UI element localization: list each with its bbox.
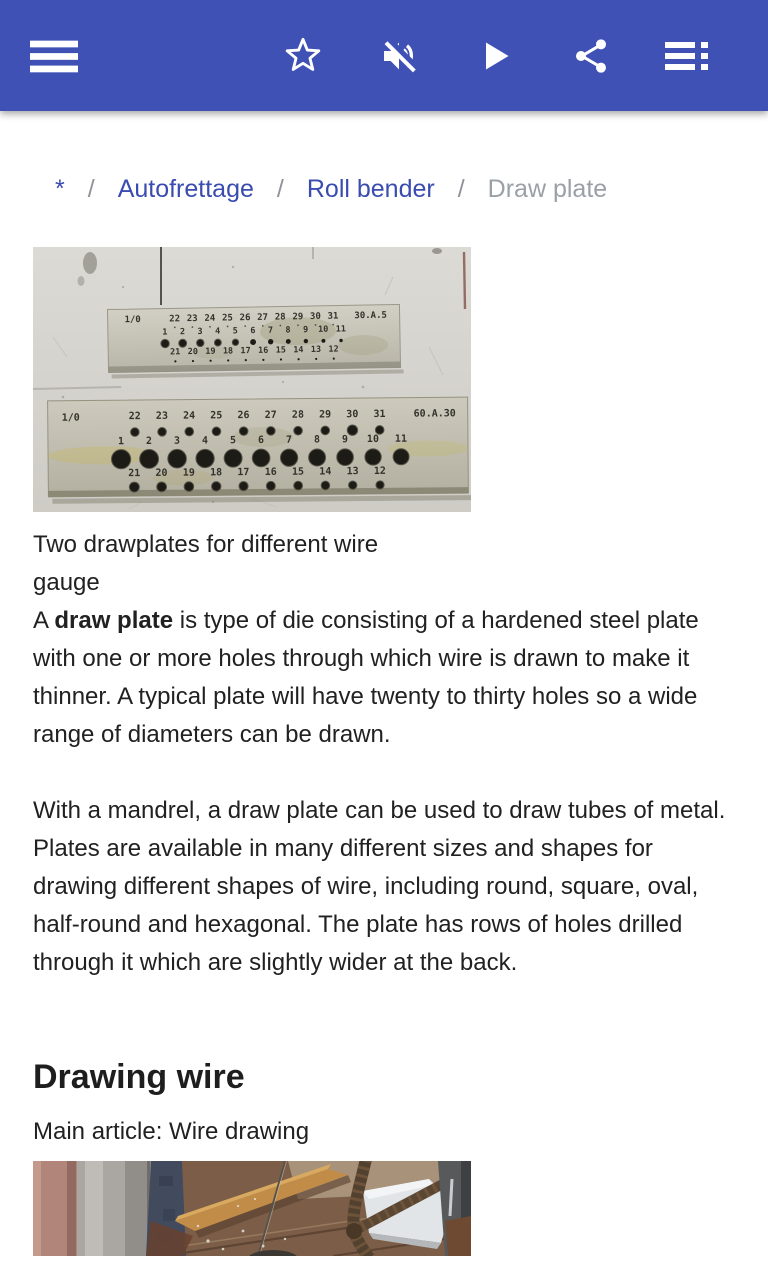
svg-text:29: 29 <box>292 312 304 323</box>
breadcrumb-item-autofrettage[interactable]: Autofrettage <box>117 175 254 203</box>
svg-text:4: 4 <box>201 435 209 447</box>
share-icon <box>571 36 611 76</box>
svg-text:2: 2 <box>179 327 186 338</box>
svg-text:27: 27 <box>257 312 269 323</box>
svg-text:17: 17 <box>237 467 250 479</box>
svg-text:18: 18 <box>210 467 223 479</box>
svg-text:10: 10 <box>366 433 380 446</box>
svg-text:26: 26 <box>239 313 251 324</box>
svg-text:22: 22 <box>128 411 141 423</box>
svg-text:5: 5 <box>232 326 238 337</box>
svg-text:12: 12 <box>373 465 386 477</box>
svg-text:14: 14 <box>293 345 304 356</box>
app-bar <box>0 0 768 111</box>
volume-off-icon <box>379 36 419 76</box>
term-draw-plate: draw plate <box>54 607 174 634</box>
svg-text:10: 10 <box>318 324 329 335</box>
svg-text:60.A.30: 60.A.30 <box>413 408 456 420</box>
svg-text:16: 16 <box>258 345 269 356</box>
svg-text:16: 16 <box>264 466 277 478</box>
svg-text:8: 8 <box>285 325 291 336</box>
favorite-button[interactable] <box>279 32 327 80</box>
svg-text:9: 9 <box>303 325 309 336</box>
svg-text:1/0: 1/0 <box>124 314 141 326</box>
svg-text:24: 24 <box>183 410 196 422</box>
svg-text:7: 7 <box>285 434 293 446</box>
svg-text:23: 23 <box>155 410 168 422</box>
svg-text:6: 6 <box>250 325 256 337</box>
svg-text:21: 21 <box>128 468 141 480</box>
svg-text:1/0: 1/0 <box>61 412 80 424</box>
svg-text:22: 22 <box>169 314 181 325</box>
svg-text:8: 8 <box>313 434 321 446</box>
svg-text:2: 2 <box>145 435 153 447</box>
svg-text:3: 3 <box>173 435 181 447</box>
svg-text:1: 1 <box>162 327 168 338</box>
svg-text:12: 12 <box>328 344 339 355</box>
svg-text:11: 11 <box>394 433 408 445</box>
svg-text:3: 3 <box>197 326 203 337</box>
svg-text:20: 20 <box>187 346 199 358</box>
breadcrumb-current-page: Draw plate <box>487 175 608 203</box>
drawplates-photo[interactable] <box>33 247 471 512</box>
breadcrumb-separator: / <box>276 175 284 203</box>
svg-text:13: 13 <box>346 466 359 478</box>
breadcrumb-separator: / <box>87 175 95 203</box>
svg-text:31: 31 <box>373 408 386 420</box>
svg-text:9: 9 <box>341 434 349 446</box>
breadcrumb <box>55 175 748 204</box>
svg-text:20: 20 <box>155 467 168 479</box>
image-caption: Two drawplates for different wire gauge <box>33 531 379 596</box>
svg-text:31: 31 <box>327 311 339 322</box>
svg-text:27: 27 <box>264 409 277 421</box>
svg-text:1: 1 <box>117 436 125 448</box>
paragraph-definition: A draw plate is type of die consisting of a hardened steel plate with one or more holes through which wire is drawn to make it thinner. A typical plate will have twenty to thirty holes so a wide range of diameters can be drawn. <box>33 607 699 748</box>
svg-text:28: 28 <box>291 409 304 421</box>
svg-text:24: 24 <box>204 313 216 324</box>
breadcrumb-item-roll-bender[interactable]: Roll bender <box>306 175 435 203</box>
svg-text:13: 13 <box>310 344 322 356</box>
bottom-drawplate <box>48 397 471 504</box>
section-heading: Drawing wire <box>33 1058 245 1096</box>
menu-icon <box>30 38 78 74</box>
share-button[interactable] <box>567 32 615 80</box>
svg-text:18: 18 <box>222 346 234 357</box>
svg-text:17: 17 <box>240 346 251 357</box>
svg-text:30: 30 <box>346 409 359 421</box>
appbar-actions <box>279 32 711 80</box>
menu-button[interactable] <box>30 32 78 80</box>
svg-text:7: 7 <box>267 325 274 336</box>
svg-text:29: 29 <box>319 409 332 421</box>
svg-text:25: 25 <box>221 313 233 324</box>
svg-text:30: 30 <box>309 311 321 323</box>
svg-text:4: 4 <box>215 326 221 337</box>
svg-text:30.A.5: 30.A.5 <box>354 310 387 322</box>
top-drawplate <box>107 304 403 378</box>
svg-text:26: 26 <box>237 410 250 422</box>
play-icon <box>477 38 513 74</box>
article-scroll[interactable] <box>0 175 768 1256</box>
breadcrumb-separator: / <box>457 175 465 203</box>
wire-drawing-photo[interactable] <box>33 1161 471 1256</box>
list-icon <box>665 39 709 73</box>
svg-text:5: 5 <box>229 435 237 447</box>
svg-text:19: 19 <box>182 467 195 479</box>
main-article-note: Main article: Wire drawing <box>33 1118 310 1145</box>
svg-text:25: 25 <box>210 410 223 422</box>
svg-text:6: 6 <box>257 434 265 447</box>
star-icon <box>283 36 323 76</box>
contents-button[interactable] <box>663 32 711 80</box>
svg-text:23: 23 <box>186 313 198 325</box>
svg-text:28: 28 <box>274 312 286 323</box>
svg-text:21: 21 <box>170 347 181 358</box>
svg-text:19: 19 <box>205 346 216 357</box>
play-button[interactable] <box>471 32 519 80</box>
breadcrumb-root[interactable]: * <box>55 175 65 203</box>
svg-text:15: 15 <box>291 466 305 478</box>
article-body <box>0 247 768 1256</box>
svg-text:11: 11 <box>335 324 347 335</box>
mute-button[interactable] <box>375 32 423 80</box>
svg-text:14: 14 <box>319 466 332 478</box>
paragraph-mandrel: With a mandrel, a draw plate can be used to draw tubes of metal. Plates are available in many different sizes and shapes for drawing different shapes of wire, including round, square, oval, half-round and hexagonal. The plate has rows of holes drilled through it which are slightly wider at the back. <box>33 797 726 976</box>
svg-text:15: 15 <box>275 345 287 356</box>
